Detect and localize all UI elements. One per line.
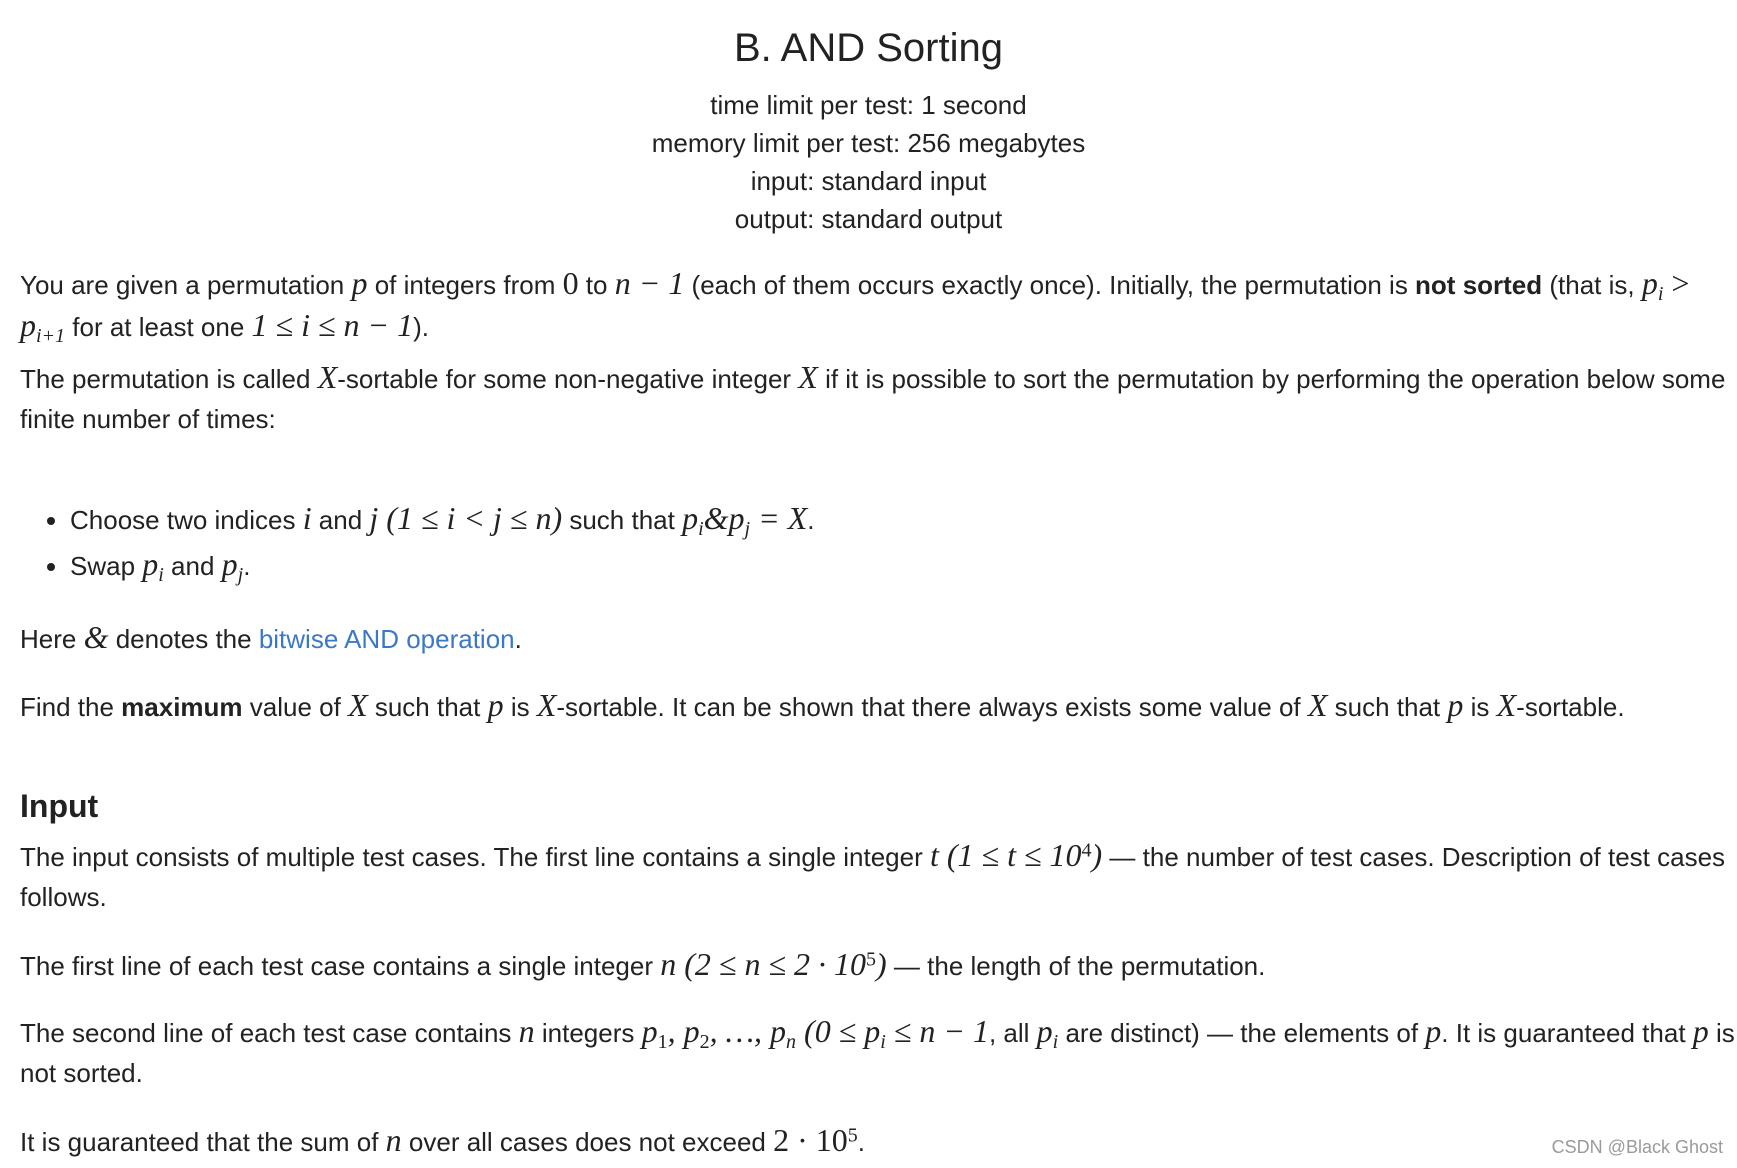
math-expr: ) <box>1091 837 1103 873</box>
math-var: X <box>536 687 557 723</box>
text: Choose two indices <box>70 505 303 535</box>
math-expr: n − 1 <box>614 265 685 301</box>
text: — the length of the permutation. <box>886 951 1266 981</box>
math-var: X <box>798 359 818 395</box>
math-expr: &p <box>703 500 745 536</box>
math-expr: 2 · 10 <box>773 1122 848 1158</box>
text: value of <box>242 692 349 722</box>
memory-limit: memory limit per test: 256 megabytes <box>651 128 1086 158</box>
output-spec: output: standard output <box>734 204 1003 234</box>
math-superscript: 5 <box>866 948 877 971</box>
text: -sortable. <box>1516 692 1625 722</box>
text: ). <box>413 312 430 342</box>
math-var: X <box>1496 687 1517 723</box>
math-superscript: 5 <box>847 1124 858 1147</box>
input-spec: input: standard input <box>750 166 987 196</box>
list-item <box>70 542 814 588</box>
math-expr: ) <box>876 946 887 982</box>
text: You are given a permutation <box>20 270 352 300</box>
math-var: p <box>487 687 504 723</box>
math-expr: , p <box>667 1013 700 1049</box>
math-var: p <box>682 500 699 536</box>
text: The first line of each test case contains a single integer <box>20 951 661 981</box>
input-heading: Input <box>20 788 99 824</box>
math-subscript: n <box>786 1031 797 1054</box>
math-var: p <box>1425 1013 1442 1049</box>
text: The second line of each test case contains <box>20 1018 519 1048</box>
operation-list <box>20 496 814 588</box>
bold-text: maximum <box>121 692 243 722</box>
math-var: p <box>641 1013 658 1049</box>
text: to <box>578 270 615 300</box>
math-op: > <box>1663 265 1690 301</box>
text: and <box>163 551 222 581</box>
math-var: p <box>351 265 368 301</box>
math-var: t <box>929 837 939 873</box>
text: . It is guaranteed that <box>1441 1018 1693 1048</box>
math-subscript: 1 <box>657 1031 668 1054</box>
text: The input consists of multiple test cases. The first line contains a single integer <box>20 842 930 872</box>
text: for at least one <box>65 312 252 342</box>
math-expr: (0 ≤ p <box>796 1013 881 1049</box>
text: -sortable. It can be shown that there always exists some value of <box>556 692 1308 722</box>
statement-paragraph-1 <box>20 263 1737 347</box>
text: such that <box>562 505 683 535</box>
text: and <box>311 505 370 535</box>
text: if it is possible to sort the permutation by performing the operation below some finite number of times: <box>20 364 1726 434</box>
math-expr: (1 ≤ t ≤ 10 <box>938 837 1082 873</box>
math-subscript: i+1 <box>36 325 66 348</box>
math-expr: (2 ≤ n ≤ 2 · 10 <box>676 946 867 982</box>
math-var: p <box>221 546 238 582</box>
math-expr: , …, p <box>709 1013 787 1049</box>
math-expr: = X <box>750 500 808 536</box>
text: -sortable for some non-negative integer <box>337 364 799 394</box>
math-var: n <box>660 946 677 982</box>
text: Here <box>20 624 84 654</box>
text: is <box>503 692 537 722</box>
math-num: 0 <box>562 265 579 301</box>
math-var: n <box>385 1122 402 1158</box>
text: is not sorted. <box>20 1018 1735 1088</box>
bitwise-and-link[interactable]: bitwise AND operation <box>258 624 515 654</box>
problem-title: B. AND Sorting <box>733 26 1003 70</box>
math-var: X <box>1307 687 1328 723</box>
text: . <box>807 505 815 535</box>
text: (each of them occurs exactly once). Initially, the permutation is <box>684 270 1416 300</box>
math-op: & <box>83 619 109 655</box>
csdn-watermark: CSDN @Black Ghost <box>1551 1137 1723 1157</box>
math-subscript: 2 <box>699 1031 710 1054</box>
math-var: p <box>1036 1013 1053 1049</box>
math-superscript: 4 <box>1081 839 1092 862</box>
math-subscript: j <box>744 518 751 541</box>
text: of integers from <box>367 270 563 300</box>
math-subscript: i <box>1052 1031 1059 1054</box>
math-var: p <box>142 546 159 582</box>
math-expr: ≤ n − 1 <box>885 1013 989 1049</box>
text: is <box>1463 692 1497 722</box>
math-subscript: i <box>880 1031 886 1054</box>
text: Find the <box>20 692 122 722</box>
bold-text: not sorted <box>1415 270 1543 300</box>
math-subscript: i <box>1657 283 1664 306</box>
input-paragraph-3 <box>20 1011 1737 1093</box>
text: denotes the <box>108 624 259 654</box>
text: are distinct) — the elements of <box>1058 1018 1426 1048</box>
text: It is guaranteed that the sum of <box>20 1127 386 1157</box>
text: . <box>243 551 251 581</box>
text: . <box>514 624 522 654</box>
math-var: p <box>1447 687 1464 723</box>
math-var: n <box>518 1013 535 1049</box>
math-var: i <box>302 500 312 536</box>
math-var: X <box>348 687 368 723</box>
math-var: X <box>317 359 338 395</box>
math-subscript: i <box>698 518 704 541</box>
text: The permutation is called <box>20 364 318 394</box>
text: Swap <box>70 551 143 581</box>
text: . <box>857 1127 866 1157</box>
time-limit: time limit per test: 1 second <box>710 90 1027 120</box>
text: such that <box>1327 692 1448 722</box>
math-subscript: j <box>237 564 244 587</box>
math-expr: 1 ≤ i ≤ n − 1 <box>251 307 414 343</box>
input-paragraph-1 <box>20 835 1737 917</box>
math-var: p <box>1692 1013 1709 1049</box>
math-var: p <box>20 307 36 343</box>
statement-paragraph-4 <box>20 685 1737 727</box>
math-expr: (1 ≤ i < j ≤ n) <box>378 500 563 536</box>
math-subscript: i <box>158 564 164 587</box>
math-var: p <box>1641 265 1658 301</box>
text: such that <box>367 692 488 722</box>
statement-paragraph-2 <box>20 357 1737 439</box>
list-item <box>70 496 814 542</box>
input-paragraph-2 <box>20 944 1737 986</box>
text: — the number of test cases. Description of test cases follows. <box>20 842 1726 912</box>
text: over all cases does not exceed <box>401 1127 774 1157</box>
text: , all <box>988 1018 1037 1048</box>
input-paragraph-4 <box>20 1120 1737 1162</box>
math-var: j <box>369 500 379 536</box>
text: integers <box>534 1018 642 1048</box>
text: (that is, <box>1542 270 1642 300</box>
statement-paragraph-3 <box>20 617 1737 659</box>
